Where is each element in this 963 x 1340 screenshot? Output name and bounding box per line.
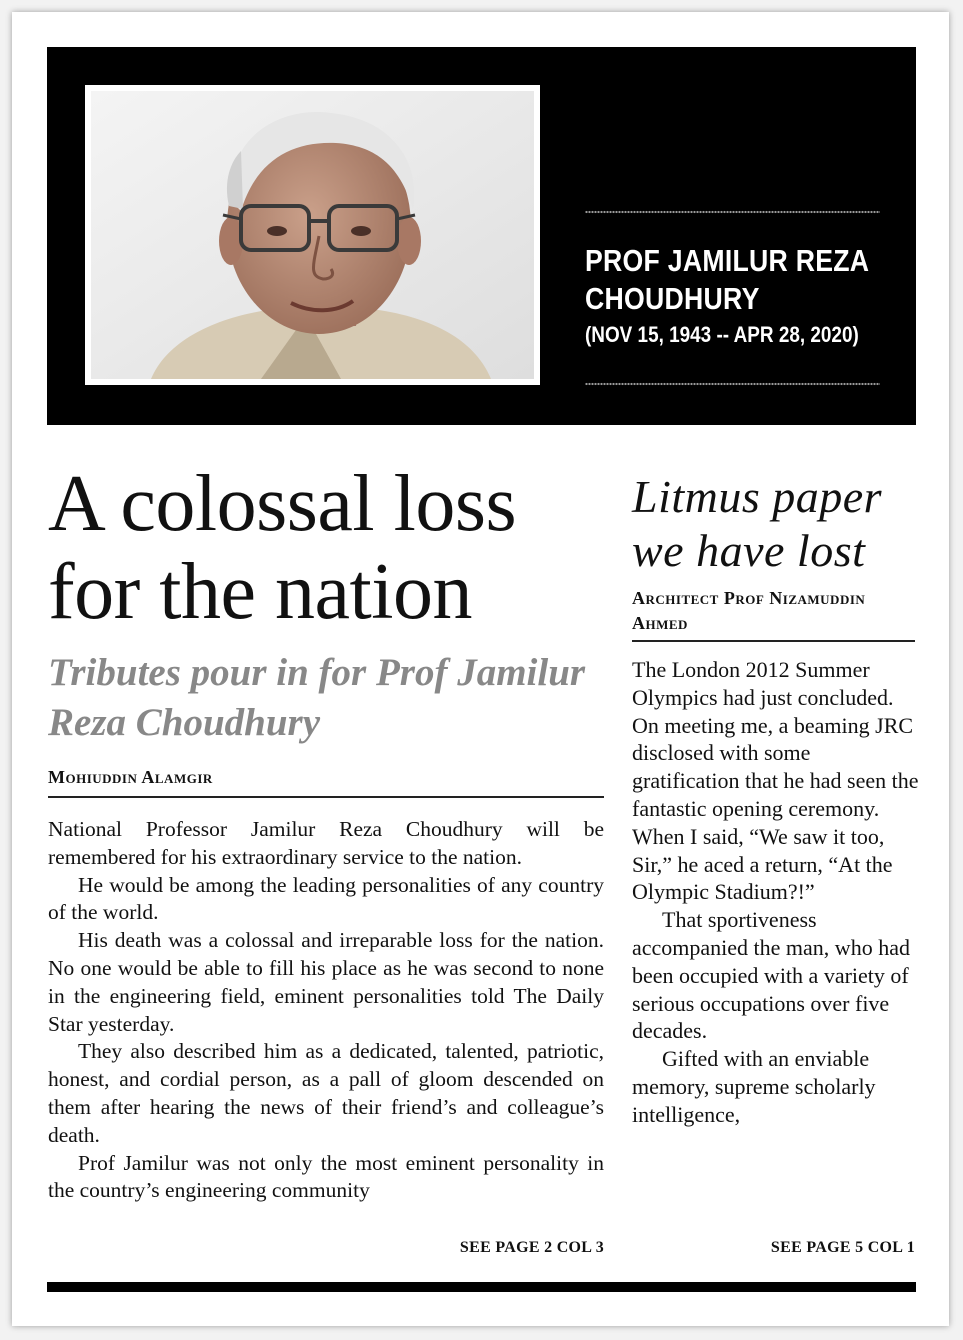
- main-byline: Mohiuddin Alamgir: [48, 767, 604, 798]
- side-byline: Architect Prof Nizamuddin Ahmed: [632, 586, 915, 642]
- newspaper-page: [12, 12, 949, 1326]
- footer-rule: [47, 1282, 916, 1292]
- obituary-name: PROF JAMILUR REZA CHOUDHURY: [585, 243, 869, 316]
- side-paragraph: The London 2012 Summer Olympics had just concluded. On meeting me, a beaming JRC disclosed with some gratification that he had seen the fantastic opening ceremony. When I said, “We saw it too, Sir,” he aced a return, “At the Olympic Stadium?!”: [632, 657, 919, 905]
- side-article-body: [632, 656, 922, 1129]
- main-headline: A colossal loss for the nation: [48, 460, 517, 636]
- obituary-name-block: [585, 242, 885, 349]
- obituary-dates: (NOV 15, 1943 -- APR 28, 2020): [585, 322, 859, 347]
- divider-dots-top: [585, 209, 880, 215]
- obituary-banner: [47, 47, 916, 425]
- portrait-icon: [91, 91, 534, 379]
- side-continuation-jump: SEE PAGE 5 COL 1: [770, 1239, 915, 1256]
- side-paragraph: Gifted with an enviable memory, supreme scholarly intelligence,: [632, 1046, 876, 1127]
- main-paragraph: He would be among the leading personalities of any country of the world.: [48, 872, 604, 925]
- main-paragraph: Prof Jamilur was not only the most eminent personality in the country’s engineering community: [48, 1150, 604, 1203]
- divider-dots-bottom: [585, 381, 880, 387]
- main-continuation-jump: SEE PAGE 2 COL 3: [459, 1239, 604, 1256]
- main-paragraph: National Professor Jamilur Reza Choudhury will be remembered for his extraordinary service to the nation.: [48, 817, 604, 869]
- side-headline: Litmus paper we have lost: [632, 471, 883, 576]
- main-article-body: [48, 816, 604, 1205]
- main-subhead: Tributes pour in for Prof Jamilur Reza Choudhury: [48, 651, 586, 744]
- portrait-photo: [85, 85, 540, 385]
- main-paragraph: His death was a colossal and irreparable loss for the nation. No one would be able to fill his place as he was second to none in the engineering field, eminent personalities told The Daily Star yesterday.: [48, 928, 604, 1036]
- side-paragraph: That sportiveness accompanied the man, who had been occupied with a variety of serious occupations over five decades.: [632, 907, 910, 1044]
- main-paragraph: They also described him as a dedicated, talented, patriotic, honest, and cordial person, as a pall of gloom descended on them after hearing the news of their friend’s and colleague’s death.: [48, 1039, 604, 1147]
